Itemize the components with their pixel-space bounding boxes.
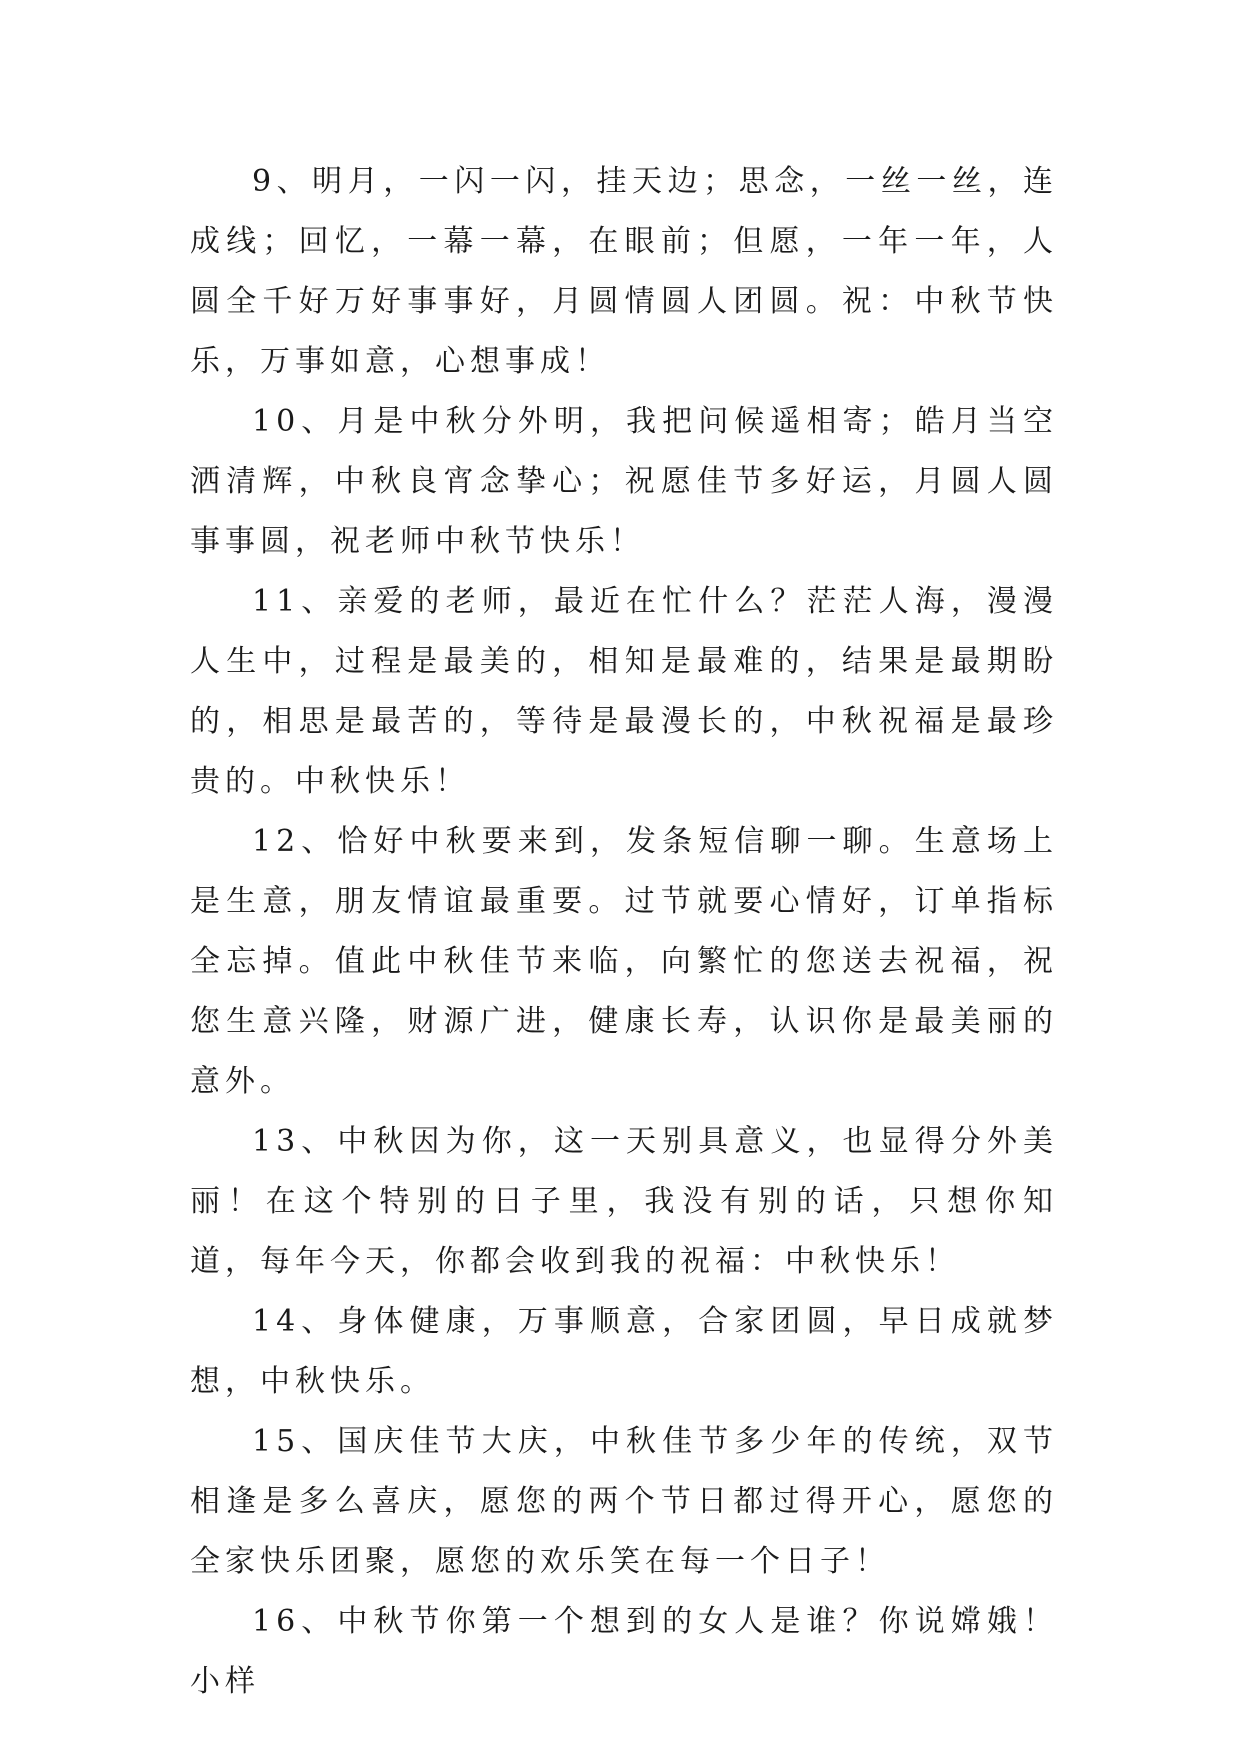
paragraph-11: 11、亲爱的老师，最近在忙什么？茫茫人海，漫漫人生中，过程是最美的，相知是最难的，结果是最期盼的，相思是最苦的，等待是最漫长的，中秋祝福是最珍贵的。中秋快乐！ — [190, 584, 1058, 799]
paragraph-12: 12、恰好中秋要来到，发条短信聊一聊。生意场上是生意，朋友情谊最重要。过节就要心情好，订单指标全忘掉。值此中秋佳节来临，向繁忙的您送去祝福，祝您生意兴隆，财源广进，健康长寿，认识你是最美丽的意外。 — [190, 824, 1058, 1099]
paragraph-14: 14、身体健康，万事顺意，合家团圆，早日成就梦想，中秋快乐。 — [190, 1304, 1058, 1399]
document-page — [190, 152, 1058, 1712]
paragraph-10: 10、月是中秋分外明，我把问候遥相寄；皓月当空洒清辉，中秋良宵念挚心；祝愿佳节多好运，月圆人圆事事圆，祝老师中秋节快乐！ — [190, 404, 1058, 559]
paragraph-15: 15、国庆佳节大庆，中秋佳节多少年的传统，双节相逢是多么喜庆，愿您的两个节日都过得开心，愿您的全家快乐团聚，愿您的欢乐笑在每一个日子！ — [190, 1424, 1058, 1579]
paragraph-9: 9、明月，一闪一闪，挂天边；思念，一丝一丝，连成线；回忆，一幕一幕，在眼前；但愿，一年一年，人圆全千好万好事事好，月圆情圆人团圆。祝：中秋节快乐，万事如意，心想事成！ — [190, 164, 1058, 379]
paragraph-13: 13、中秋因为你，这一天别具意义，也显得分外美丽！在这个特别的日子里，我没有别的话，只想你知道，每年今天，你都会收到我的祝福：中秋快乐！ — [190, 1124, 1058, 1279]
paragraph-16: 16、中秋节你第一个想到的女人是谁？你说嫦娥！小样 — [190, 1604, 1058, 1699]
